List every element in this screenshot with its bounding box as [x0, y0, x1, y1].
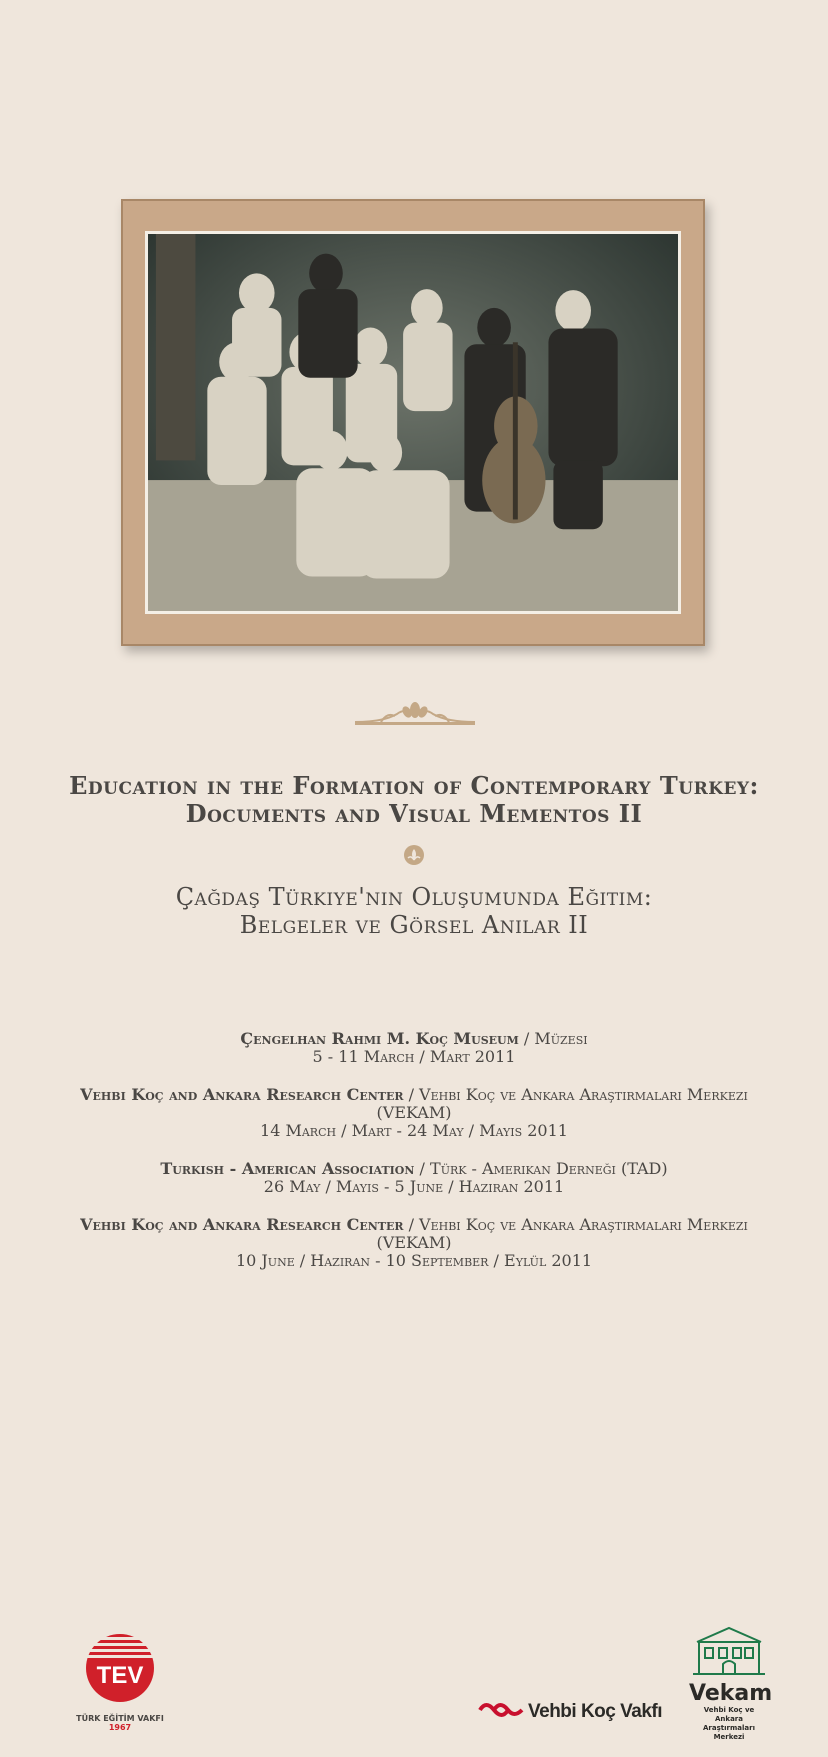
tev-name: TÜRK EĞİTİM VAKFI — [76, 1714, 164, 1723]
venue-name: Vehbi Koç and Ankara Research Center — [80, 1215, 404, 1234]
venue-dates: 14 March / Mart - 24 May / Mayıs 2011 — [260, 1121, 568, 1140]
venue-name-tr: / Vehbi Koç ve Ankara Araştırmaları Merkezi (VEKAM) — [376, 1215, 748, 1252]
vehbi-koc-vakfi-logo — [476, 1696, 676, 1724]
venue-name-tr: / Müzesi — [518, 1029, 588, 1048]
koc-mark-icon — [480, 1705, 522, 1715]
venue-dates: 10 June / Haziran - 10 September / Eylül 2011 — [235, 1251, 593, 1270]
title-turkish-line1: Çağdaş Türkiye'nin Oluşumunda Eğitim: — [175, 883, 653, 911]
photo-frame — [121, 199, 705, 646]
title-english-line2: Documents and Visual Mementos II — [185, 799, 643, 828]
historic-photograph — [145, 231, 681, 614]
venue-name-tr: / Vehbi Koç ve Ankara Araştırmaları Merkezi (VEKAM) — [376, 1085, 748, 1122]
svg-text:TEV: TEV — [96, 1662, 144, 1689]
tev-year: 1967 — [108, 1723, 132, 1732]
venue-name: Çengelhan Rahmi M. Koç Museum — [240, 1029, 519, 1048]
title-english — [40, 772, 788, 828]
vekam-sub2: Araştırmaları Merkezi — [703, 1724, 755, 1741]
title-turkish — [40, 883, 788, 939]
venue-item — [50, 1086, 778, 1140]
tev-logo — [68, 1632, 172, 1732]
venue-name: Turkish - American Association — [160, 1159, 415, 1178]
title-english-line1: Education in the Formation of Contemporary Turkey: — [69, 771, 759, 800]
vekam-name: Vekam — [689, 1681, 773, 1706]
venue-list — [50, 1030, 778, 1290]
venue-item — [50, 1216, 778, 1270]
vekam-logo — [689, 1624, 773, 1741]
svg-text:Vehbi Koç Vakfı: Vehbi Koç Vakfı — [528, 1701, 662, 1722]
ornament-flourish-icon — [353, 700, 477, 728]
leaf-bullet-icon — [403, 844, 425, 866]
vekam-building-icon — [689, 1624, 769, 1678]
tev-emblem-icon — [68, 1632, 172, 1704]
venue-dates: 5 - 11 March / Mart 2011 — [312, 1047, 516, 1066]
vekam-sub1: Vehbi Koç ve Ankara — [703, 1706, 755, 1723]
title-turkish-line2: Belgeler ve Görsel Anılar II — [239, 911, 589, 939]
venue-name: Vehbi Koç and Ankara Research Center — [80, 1085, 404, 1104]
venue-name-tr: / Türk - Amerikan Derneği (TAD) — [414, 1159, 668, 1178]
venue-item — [50, 1030, 778, 1066]
venue-dates: 26 May / Mayıs - 5 June / Haziran 2011 — [263, 1177, 565, 1196]
venue-item — [50, 1160, 778, 1196]
